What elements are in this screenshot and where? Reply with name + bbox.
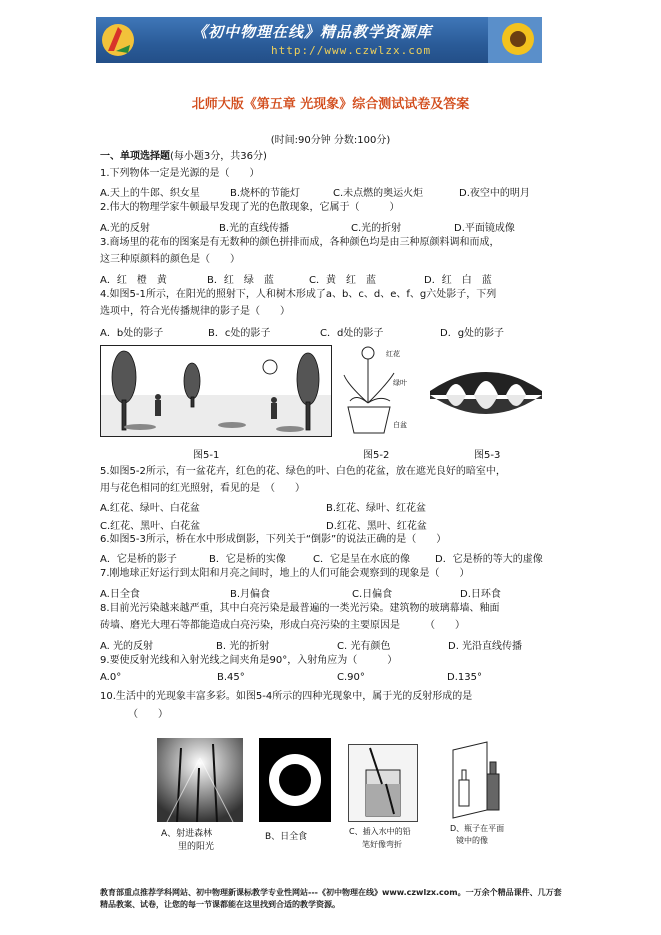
section-note: (每小题3分，共36分) xyxy=(170,151,267,162)
option-d: D．g处的影子 xyxy=(440,328,505,339)
figure-5-3-bridge xyxy=(428,345,544,437)
option-a: A．它是桥的影子 xyxy=(100,554,177,565)
option-b: B．c处的影子 xyxy=(208,328,271,339)
image-caption-d: D、瓶子在平面 xyxy=(450,824,505,833)
option-a: A.0° xyxy=(100,672,122,683)
option-a: A.光的反射 xyxy=(100,223,150,234)
section-title: 一、单项选择题 xyxy=(100,151,170,162)
section-heading xyxy=(100,150,267,163)
site-logo-icon xyxy=(100,21,136,59)
option-a: A．红 橙 黄 xyxy=(100,275,167,286)
option-a: A. 光的反射 xyxy=(100,641,154,652)
banner-title: 《初中物理在线》精品教学资源库 xyxy=(192,23,433,41)
option-b: B.月偏食 xyxy=(230,589,271,600)
image-caption-c: C、插入水中的铅 xyxy=(349,827,411,836)
image-caption-c2: 笔好像弯折 xyxy=(362,840,402,849)
image-caption-a2: 里的阳光 xyxy=(178,842,215,852)
option-a: A．b处的影子 xyxy=(100,328,164,339)
question-stem: 9.要使反射光线和入射光线之间夹角是90°，入射角应为（ ） xyxy=(100,655,398,666)
option-b: B.45° xyxy=(217,672,245,683)
option-b: B.红花、绿叶、红花盆 xyxy=(326,503,427,514)
option-b: B．红 绿 蓝 xyxy=(207,275,274,286)
figure-caption: 图5-2 xyxy=(363,450,390,461)
option-c: C.光的折射 xyxy=(351,223,402,234)
question-stem: 1.下列物体一定是光源的是（ ） xyxy=(100,168,260,179)
photo-forest-sunlight xyxy=(157,738,243,822)
document-title: 北师大版《第五章 光现象》综合测试试卷及答案 xyxy=(191,97,470,112)
image-caption-a: A、射进森林 xyxy=(161,829,213,839)
option-c: C.90° xyxy=(337,672,365,683)
option-c: C.未点燃的奥运火炬 xyxy=(333,188,424,199)
question-stem-cont: 砖墙、磨光大理石等都能造成白亮污染，形成白亮污染的主要原因是 （ ） xyxy=(100,620,465,631)
question-stem: 5.如图5-2所示，有一盆花卉，红色的花、绿色的叶、白色的花盆，放在遮光良好的暗室中， xyxy=(100,466,506,477)
page-footer: 教育部重点推荐学科网站、初中物理新课标教学专业性网站---《初中物理在线》www.czwlzx.com。一万余个精品课件、几万套精品教案、试卷，让您的每一节课都能在这里找到合适的教学资源。 xyxy=(100,888,562,909)
photo-total-solar-eclipse xyxy=(259,738,331,822)
option-d: D.夜空中的明月 xyxy=(459,188,530,199)
figure-5-1-shadows xyxy=(100,345,332,437)
image-caption-d2: 镜中的像 xyxy=(456,836,488,845)
option-d: D.135° xyxy=(447,672,482,683)
question-stem-cont: 这三种原颜料的颜色是（ ） xyxy=(100,254,240,265)
label-red-flower: 红花 xyxy=(386,350,400,358)
header-banner xyxy=(96,17,542,63)
label-green-leaf: 绿叶 xyxy=(393,379,407,387)
figure-caption: 图5-3 xyxy=(474,450,501,461)
option-a: A.天上的牛郎、织女星 xyxy=(100,188,200,199)
option-d: D.平面镜成像 xyxy=(454,223,515,234)
option-b: B.光的直线传播 xyxy=(219,223,290,234)
banner-url[interactable]: http://www.czwlzx.com xyxy=(271,44,432,57)
question-stem: 6.如图5-3所示，桥在水中形成倒影，下列关于“倒影”的说法正确的是（ ） xyxy=(100,534,447,545)
question-stem-cont: 用与花色相同的红光照射，看见的是 （ ） xyxy=(100,483,305,494)
photo-bottle-mirror xyxy=(447,740,509,820)
option-d: D.日环食 xyxy=(460,589,501,600)
option-c: C. 光有颜色 xyxy=(337,641,391,652)
option-d: D. 光沿直线传播 xyxy=(448,641,523,652)
option-c: C．它是呈在水底的像 xyxy=(313,554,410,565)
question-stem: 3.商场里的花布的图案是有无数种的颜色拼排而成，各种颜色均是由三种原颜料调和而成， xyxy=(100,237,500,248)
option-c: C．黄 红 蓝 xyxy=(309,275,376,286)
image-caption-b: B、日全食 xyxy=(265,832,308,842)
option-a: A.红花、绿叶、白花盆 xyxy=(100,503,200,514)
photo-pencil-in-water xyxy=(348,744,418,822)
question-stem: 8.目前光污染越来越严重，其中白亮污染是最普遍的一类光污染。建筑物的玻璃幕墙、釉面 xyxy=(100,603,500,614)
option-c: C.日偏食 xyxy=(352,589,393,600)
question-stem: 10.生活中的光现象丰富多彩。如图5-4所示的四种光现象中，属于光的反射形成的是 xyxy=(100,691,473,702)
question-stem: 7.刚地球正好运行到太阳和月亮之间时，地上的人们可能会观察到的现象是（ ） xyxy=(100,568,470,579)
option-d: D.红花、黑叶、红花盆 xyxy=(326,521,427,532)
option-c: C.红花、黑叶、白花盆 xyxy=(100,521,201,532)
question-stem-cont: （ ） xyxy=(128,709,168,720)
sunflower-icon xyxy=(488,17,542,63)
option-b: B．它是桥的实像 xyxy=(209,554,286,565)
option-d: D．它是桥的等大的虚像 xyxy=(435,554,543,565)
exam-info: (时间:90分钟 分数:100分) xyxy=(270,135,391,146)
label-white-pot: 白盆 xyxy=(393,421,407,429)
option-b: B.烧杯的节能灯 xyxy=(230,188,301,199)
figure-caption: 图5-1 xyxy=(193,450,220,461)
option-d: D．红 白 蓝 xyxy=(424,275,492,286)
option-b: B. 光的折射 xyxy=(216,641,270,652)
option-a: A.日全食 xyxy=(100,589,140,600)
question-stem: 4.如图5-1所示，在阳光的照射下，人和树木形成了a、b、c、d、e、f、g六处影子，下列 xyxy=(100,289,497,300)
question-stem-cont: 选项中，符合光传播规律的影子是（ ） xyxy=(100,306,290,317)
option-c: C．d处的影子 xyxy=(320,328,384,339)
question-stem: 2.伟大的物理学家牛顿最早发现了光的色散现象，它属于（ ） xyxy=(100,202,400,213)
